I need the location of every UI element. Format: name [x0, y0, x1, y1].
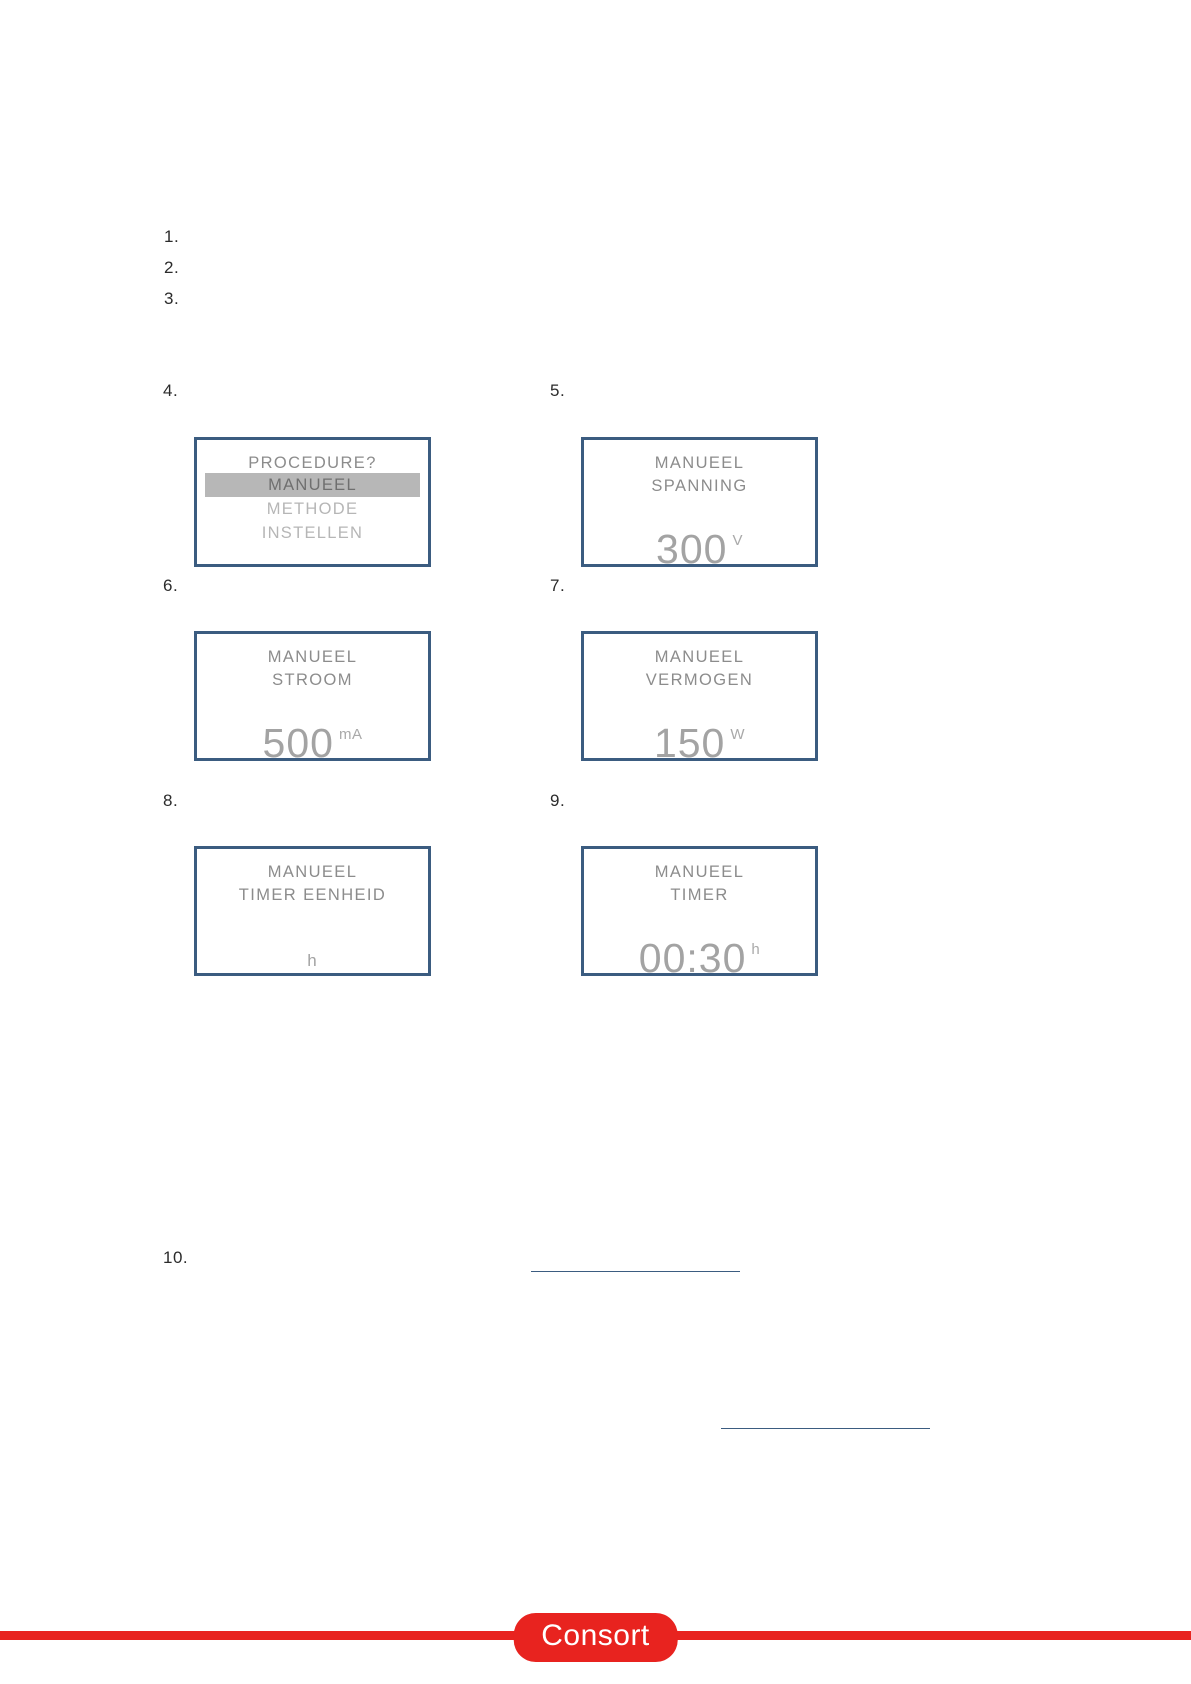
menu-option[interactable]: METHODE [266, 500, 359, 518]
step-number: 4. [163, 381, 179, 400]
display-line-2: STROOM [272, 671, 353, 689]
step-number: 10. [163, 1248, 189, 1267]
display-value-number: 500 [262, 720, 334, 766]
display-value-number: h [307, 951, 318, 970]
display-line-1: MANUEEL [654, 863, 745, 881]
display-value-number: 300 [656, 526, 728, 572]
manueel-timer-eenheid-display [194, 846, 431, 976]
procedure-menu-display [194, 437, 431, 567]
step-number: 5. [550, 381, 566, 400]
display-value [197, 720, 428, 766]
display-value [584, 935, 815, 981]
display-value-number: 00:30 [638, 935, 747, 981]
display-value-unit: V [732, 532, 743, 549]
step-number: 9. [550, 791, 566, 810]
menu-option[interactable]: INSTELLEN [261, 524, 364, 542]
step-number: 6. [163, 576, 179, 595]
display-line-2: VERMOGEN [645, 671, 754, 689]
display-value [584, 720, 815, 766]
step-number: 7. [550, 576, 566, 595]
display-value-unit: W [730, 726, 746, 743]
manueel-spanning-display [581, 437, 818, 572]
display-heading: PROCEDURE? [248, 454, 377, 472]
display-value [197, 952, 428, 969]
display-line-1: MANUEEL [654, 648, 745, 666]
manueel-timer-display [581, 846, 818, 981]
step-number: 8. [163, 791, 179, 810]
step-number: 2. [164, 258, 180, 277]
consort-logo: Consort [513, 1613, 678, 1662]
display-line-2: SPANNING [651, 477, 748, 495]
display-line-1: MANUEEL [654, 454, 745, 472]
display-line-1: MANUEEL [267, 863, 358, 881]
manueel-stroom-display [194, 631, 431, 766]
answer-line [531, 1271, 740, 1272]
display-line-2: TIMER EENHEID [238, 886, 387, 904]
display-value [584, 526, 815, 572]
manueel-vermogen-display [581, 631, 818, 766]
step-number: 1. [164, 227, 180, 246]
display-value-number: 150 [653, 720, 726, 766]
display-line-1: MANUEEL [267, 648, 358, 666]
display-line-2: TIMER [670, 886, 729, 904]
display-value-unit: h [751, 941, 761, 958]
menu-option[interactable]: MANUEEL [205, 473, 420, 497]
display-value-unit: mA [338, 726, 363, 743]
answer-line [721, 1428, 930, 1429]
step-number: 3. [164, 289, 180, 308]
